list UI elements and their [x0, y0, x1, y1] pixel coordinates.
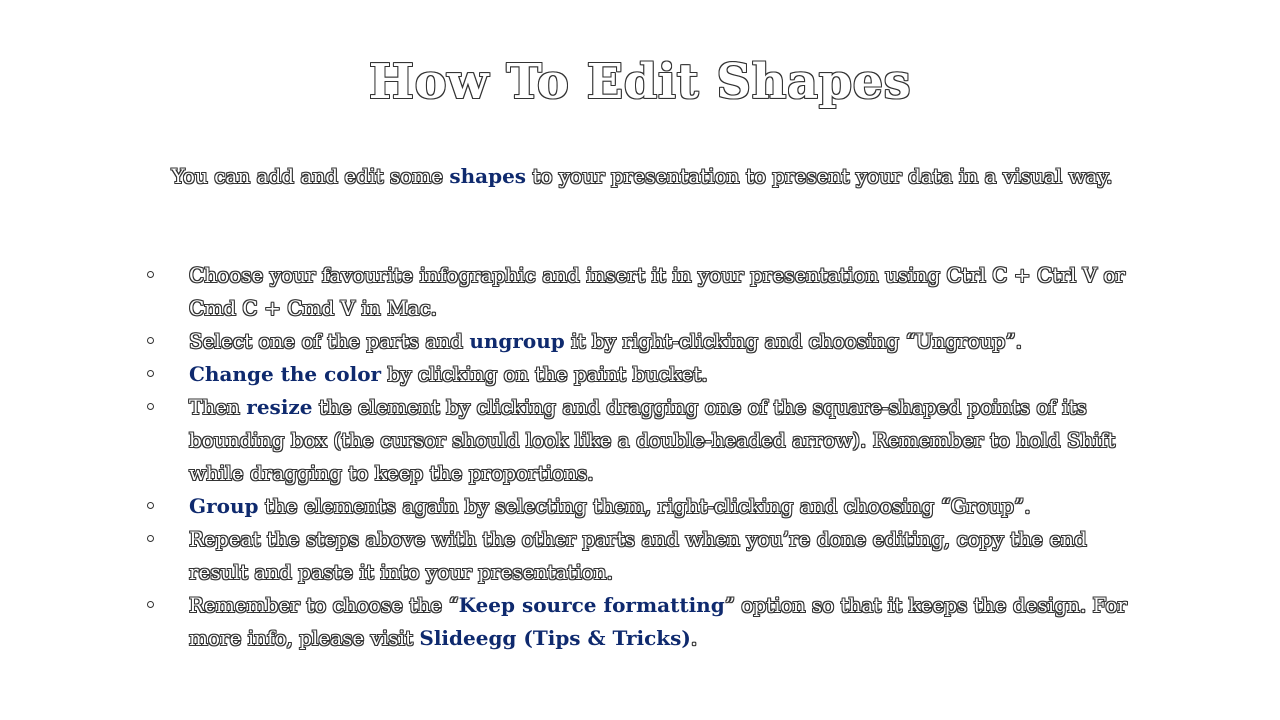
step-3 [140, 358, 1140, 391]
bullet-icon [147, 271, 154, 278]
step-7-text-a: Remember to choose the “ [189, 593, 459, 617]
step-4-highlight: resize [246, 395, 313, 419]
step-6 [140, 523, 1140, 589]
step-1-text: Choose your favourite infographic and insert it in your presentation using Ctrl C + Ctrl V or Cmd C + Cmd V in Mac. [189, 263, 1126, 320]
slideegg-link[interactable]: Slideegg (Tips & Tricks) [419, 626, 691, 650]
bullet-icon [147, 403, 154, 410]
step-4-text-a: Then [189, 395, 247, 419]
step-5-highlight: Group [189, 494, 259, 518]
step-3-highlight: Change the color [189, 362, 382, 386]
step-3-text: by clicking on the paint bucket. [381, 362, 708, 386]
step-5 [140, 490, 1140, 523]
step-2-text-a: Select one of the parts and [189, 329, 470, 353]
step-7-text-c: . [690, 626, 698, 650]
step-4-text-b: the element by clicking and dragging one of the square-shaped points of its bounding box (the cursor should look like a double-headed arrow). Remember to hold Shift while dragging to keep the proportions. [189, 395, 1116, 485]
step-7 [140, 589, 1140, 655]
step-1 [140, 259, 1140, 325]
step-2-text-b: it by right-clicking and choosing “Ungroup”. [564, 329, 1023, 353]
step-5-text: the elements again by selecting them, right-clicking and choosing “Group”. [258, 494, 1031, 518]
step-2-highlight: ungroup [469, 329, 565, 353]
slide-title: How To Edit Shapes [368, 54, 912, 110]
bullet-icon [147, 601, 154, 608]
intro-highlight: shapes [449, 164, 527, 188]
bullet-icon [147, 337, 154, 344]
step-6-text: Repeat the steps above with the other parts and when you’re done editing, copy the end result and paste it into your presentation. [189, 527, 1087, 584]
bullet-icon [147, 370, 154, 377]
step-7-text-b: ” option so that it keeps the design. For more info, please visit [189, 593, 1127, 650]
intro-before: You can add and edit some [171, 164, 450, 188]
bullet-icon [147, 535, 154, 542]
steps-list [140, 259, 1140, 655]
step-2 [140, 325, 1140, 358]
step-7-highlight: Keep source formatting [458, 593, 725, 617]
intro-text [60, 160, 1224, 192]
step-4 [140, 391, 1140, 490]
bullet-icon [147, 502, 154, 509]
intro-after: to your presentation to present your data in a visual way. [526, 164, 1113, 188]
